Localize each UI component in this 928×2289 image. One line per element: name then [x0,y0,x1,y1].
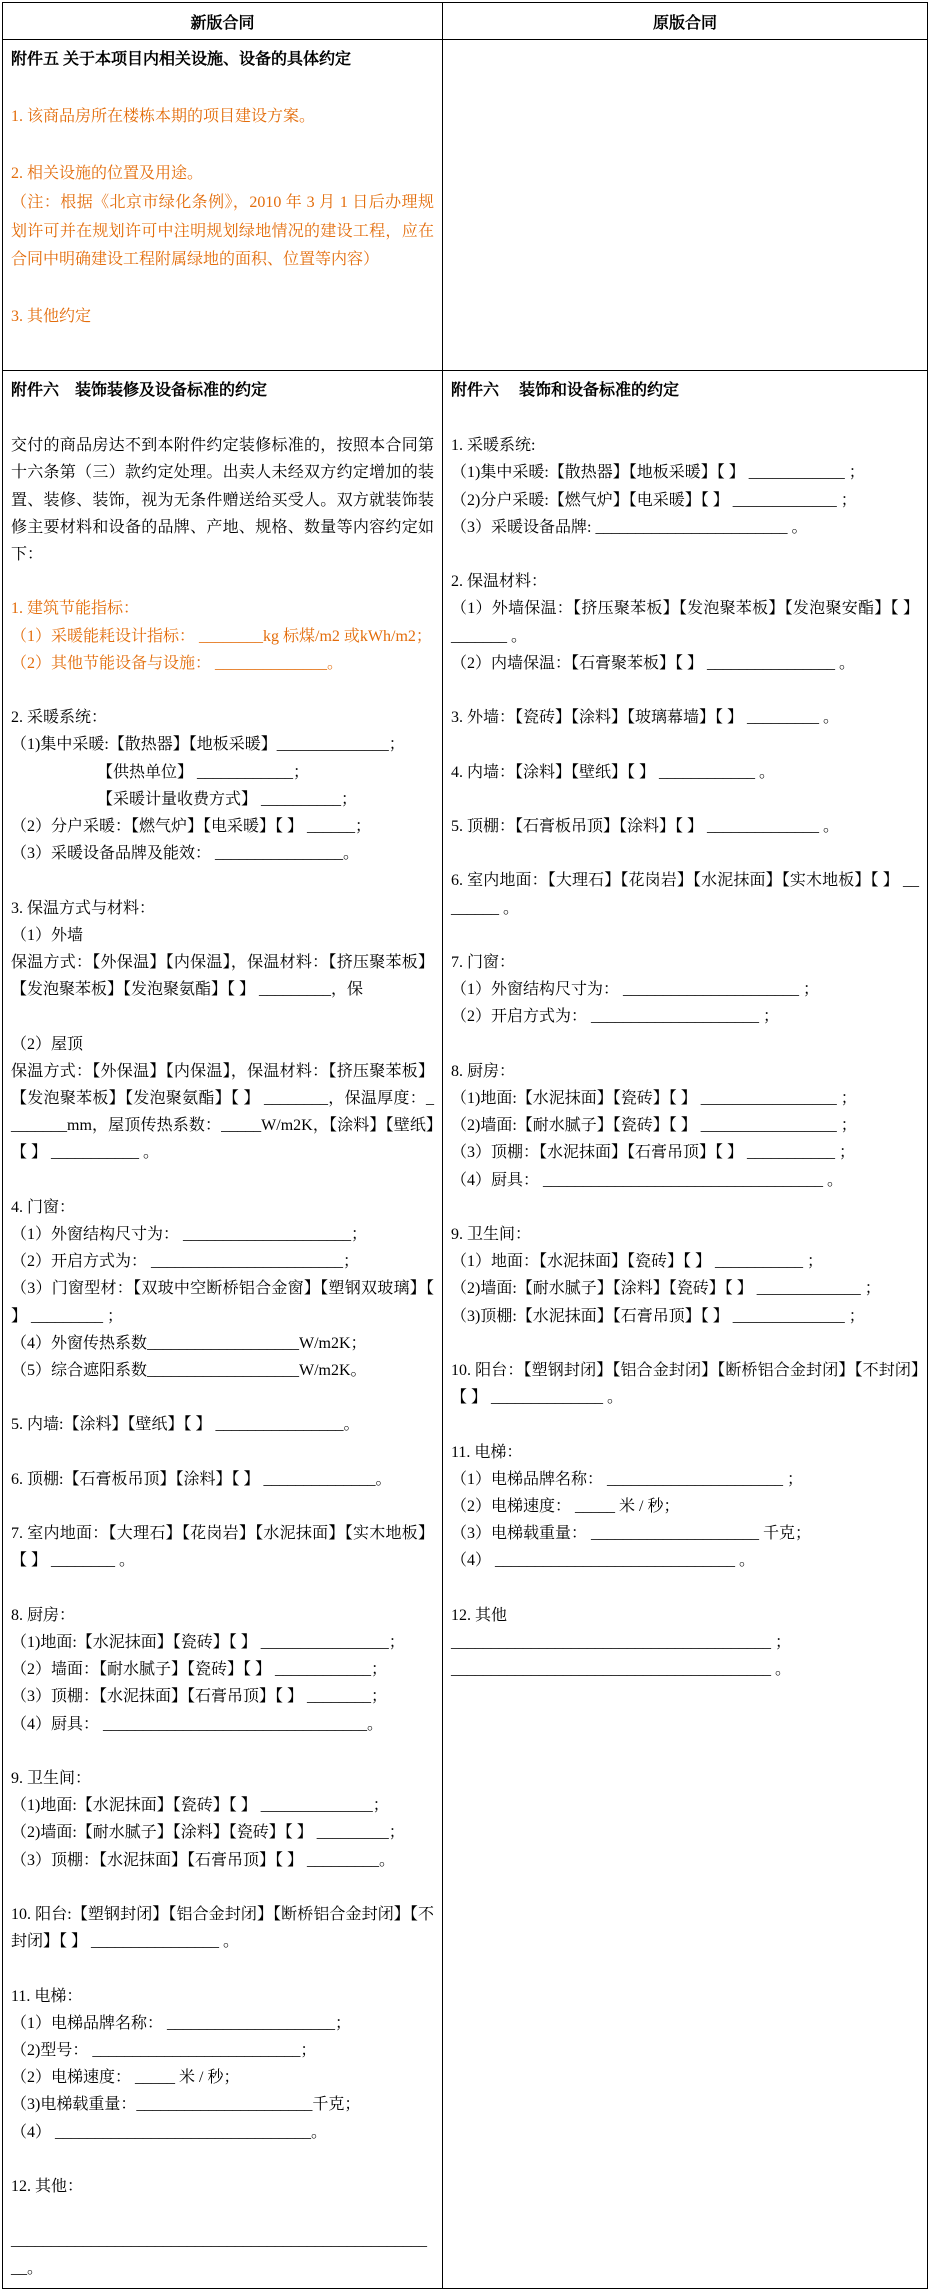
contract-line: 10. 阳台:【塑钢封闭】【铝合金封闭】【断桥铝合金封闭】【不封闭】【 】 ________________ 。 [11,1905,434,1951]
contract-line [451,1330,919,1357]
contract-line [11,405,434,432]
attachment6-new-title: 附件六 装饰装修及设备标准的约定 [11,382,268,399]
contract-line [11,1167,434,1194]
contract-line: （2）屋顶 [11,1035,84,1053]
attachment5-title: 附件五 关于本项目内相关设施、设备的具体约定 [11,51,352,68]
contract-line [11,568,434,595]
contract-line [11,2200,434,2227]
contract-line [11,1384,434,1411]
contract-line [451,1411,919,1438]
cell-attachment5-original-empty [443,40,928,371]
contract-line: （3）门窗型材：【双玻中空断桥铝合金窗】【塑钢双玻璃】【 】 _________ ； [11,1280,438,1325]
contract-line: 2. 保温材料： [451,573,548,591]
attachment6-original-title: 附件六 装饰和设备标准的约定 [451,382,680,399]
contract-line: （2）开启方式为： ________________________； [11,1253,360,1271]
contract-line: （4）厨具： ___________________________________ 。 [451,1171,844,1189]
contract-line: （2)分户采暖:【燃气炉】【电采暖】【 】 _____________ ； [451,491,857,509]
attachment6-original-lines [451,405,923,1683]
contract-line [11,1575,434,1602]
contract-line: ________________________________________ 。 [451,1661,792,1679]
contract-line: （2)墙面:【耐水腻子】【涂料】【瓷砖】【 】 _____________ ； [451,1280,881,1298]
contract-line: 【供热单位】 ____________； [97,763,310,781]
contract-line: （1）外墙 [11,926,84,944]
contract-line [11,1439,434,1466]
contract-line: 8. 厨房： [451,1062,516,1080]
contract-line: （1）电梯品牌名称： ______________________ ； [451,1470,804,1488]
contract-line: 5. 内墙:【涂料】【壁纸】【 】 ________________。 [11,1416,360,1434]
contract-line [11,2146,434,2173]
contract-line: （3）采暖设备品牌: ________________________ 。 [451,518,808,536]
contract-line: （1)地面:【水泥抹面】【瓷砖】【 】 _________________ ； [451,1089,857,1107]
contract-line: （2)型号： __________________________； [11,2041,317,2059]
contract-line [11,132,434,161]
contract-line: （1）电梯品牌名称： _____________________； [11,2014,352,2032]
contract-line: （1）采暖能耗设计指标： ________kg 标煤/m2 或kWh/m2； [11,627,432,645]
contract-line: 4. 内墙：【涂料】【壁纸】【 】 ____________ 。 [451,763,776,781]
contract-line: （3）采暖设备品牌及能效： ________________。 [11,845,360,863]
cell-attachment6-new [3,371,443,2289]
contract-line: 11. 电梯： [451,1443,523,1461]
contract-line: （4） ______________________________ 。 [451,1552,756,1570]
contract-line: （2)墙面:【耐水腻子】【涂料】【瓷砖】【 】 _________； [11,1824,405,1842]
cell-attachment6-original [443,371,928,2289]
contract-line [451,731,919,758]
contract-line: （1)地面:【水泥抹面】【瓷砖】【 】 ________________； [11,1633,405,1651]
contract-line: 9. 卫生间： [11,1769,92,1787]
contract-line: 3. 其他约定 [11,308,92,326]
contract-line: ______________________________________________________。 [11,2232,427,2277]
contract-line: 8. 厨房： [11,1606,76,1624]
contract-line: （2)墙面:【耐水腻子】【瓷砖】【 】 _________________ ； [451,1117,857,1135]
contract-line: 2. 采暖系统： [11,709,108,727]
contract-line [11,1493,434,1520]
contract-line [451,786,919,813]
contract-line: 1. 该商品房所在楼栋本期的项目建设方案。 [11,108,316,126]
contract-line: 保温方式：【外保温】【内保温】，保温材料：【挤压聚苯板】【发泡聚苯板】【发泡聚氨酯】【 】 ________，保温厚度：________mm，屋顶传热系数：_____W/m2K，【涂料】【壁纸】【 】 ___________ 。 [11,1062,434,1162]
attachment5-lines [11,75,434,332]
contract-line: （3)顶棚:【水泥抹面】【石膏吊顶】【 】 ______________ ； [451,1307,865,1325]
contract-line: 3. 保温方式与材料： [11,899,156,917]
table-header-row [3,3,928,40]
contract-line [451,677,919,704]
contract-line: 6. 室内地面：【大理石】【花岗岩】【水泥抹面】【实木地板】【 】 ________ 。 [451,872,919,917]
contract-line [451,405,919,432]
contract-line: （2）内墙保温：【石膏聚苯板】【 】 ________________ 。 [451,654,856,672]
attachment6-row [3,371,928,2289]
contract-line: 交付的商品房达不到本附件约定装修标准的，按照本合同第十六条第（三）款约定处理。出卖人未经双方约定增加的装置、装修、装饰，视为无条件赠送给买受人。双方就装饰装修主要材料和设备的品牌、产地、规格、数量等内容约定如下： [11,437,434,563]
contract-line: ________________________________________ ； [451,1633,792,1651]
contract-line: （2）电梯速度： _____ 米 / 秒； [451,1497,680,1515]
contract-line [11,75,434,104]
contract-line: （2）墙面：【耐水腻子】【瓷砖】【 】 ____________； [11,1661,388,1679]
contract-line: （2）开启方式为： _____________________ ； [451,1008,780,1026]
contract-line: 9. 卫生间： [451,1225,532,1243]
contract-line [451,1031,919,1058]
contract-line: 3. 外墙：【瓷砖】【涂料】【玻璃幕墙】【 】 _________ 。 [451,709,840,727]
contract-line [11,1738,434,1765]
contract-line [11,1003,434,1030]
contract-line: 12. 其他 [451,1606,508,1624]
contract-line [11,1874,434,1901]
contract-line: （注：根据《北京市绿化条例》，2010 年 3 月 1 日后办理规划许可并在规划许可中注明规划绿地情况的建设工程，应在合同中明确建设工程附属绿地的面积、位置等内容） [11,193,434,269]
contract-line: 4. 门窗： [11,1198,76,1216]
contract-line: 11. 电梯： [11,1987,83,2005]
contract-line: （3）顶棚：【水泥抹面】【石膏吊顶】【 】 _________。 [11,1851,396,1869]
contract-line: （1）外墙保温：【挤压聚苯板】【发泡聚苯板】【发泡聚安酯】【 】 _______ 。 [451,600,923,645]
contract-line: （2）其他节能设备与设施： ______________。 [11,654,344,672]
contract-line [11,677,434,704]
contract-line: （1）外窗结构尺寸为： ______________________ ； [451,981,820,999]
contract-line: （5）综合遮阳系数___________________W/m2K。 [11,1362,367,1380]
contract-line: 【采暖计量收费方式】 __________； [97,790,358,808]
contract-line [11,1955,434,1982]
contract-line: （4） ________________________________。 [11,2123,328,2141]
contract-line: （3）顶棚：【水泥抹面】【石膏吊顶】【 】 ________； [11,1688,388,1706]
contract-line [11,867,434,894]
contract-line: 10. 阳台：【塑钢封闭】【铝合金封闭】【断桥铝合金封闭】【不封闭】【 】 ______________ 。 [451,1361,919,1407]
contract-line: （4）外窗传热系数___________________W/m2K； [11,1334,367,1352]
contract-line: 保温方式：【外保温】【内保温】，保温材料：【挤压聚苯板】【发泡聚苯板】【发泡聚氨酯】【 】 _________，保 [11,954,434,999]
attachment5-row [3,40,928,371]
contract-line: （1）外窗结构尺寸为： _____________________； [11,1226,368,1243]
contract-line: （3）电梯载重量： _____________________ 千克； [451,1525,812,1543]
contract-line: 5. 顶棚：【石膏板吊顶】【涂料】【 】 ______________ 。 [451,817,840,835]
contract-line: （3)电梯载重量：______________________千克； [11,2096,361,2114]
contract-line [11,275,434,304]
contract-line [451,541,919,568]
contract-line: （1)地面:【水泥抹面】【瓷砖】【 】 ______________； [11,1797,389,1815]
contract-line: 6. 顶棚:【石膏板吊顶】【涂料】【 】 ______________。 [11,1470,392,1488]
contract-line: （2）电梯速度： _____ 米 / 秒； [11,2069,240,2087]
header-original-contract: 原版合同 [443,3,928,40]
contract-line: 1. 采暖系统: [451,437,536,455]
contract-line: （3）顶棚：【水泥抹面】【石膏吊顶】【 】 ___________ ； [451,1144,856,1162]
cell-attachment5-new [3,40,443,371]
contract-line: （1）地面：【水泥抹面】【瓷砖】【 】 ___________ ； [451,1253,824,1271]
header-new-contract: 新版合同 [3,3,443,40]
contract-line: （4）厨具： _________________________________。 [11,1715,384,1733]
contract-line: 12. 其他： [11,2177,84,2195]
contract-line [451,1194,919,1221]
contract-line [451,1575,919,1602]
contract-line: 1. 建筑节能指标： [11,600,140,618]
contract-line: 7. 门窗： [451,953,516,971]
comparison-table [2,2,928,2289]
contract-line: 2. 相关设施的位置及用途。 [11,165,204,183]
attachment6-new-lines [11,405,438,2282]
contract-line: （2）分户采暖：【燃气炉】【电采暖】【 】 ______； [11,818,372,835]
contract-line: 7. 室内地面：【大理石】【花岗岩】【水泥抹面】【实木地板】【 】 ________ 。 [11,1525,434,1570]
contract-line [451,922,919,949]
contract-line: （1)集中采暖:【散热器】【地板采暖】______________； [11,736,405,754]
contract-line: （1)集中采暖:【散热器】【地板采暖】【 】 ____________ ； [451,464,865,482]
contract-line [451,840,919,867]
